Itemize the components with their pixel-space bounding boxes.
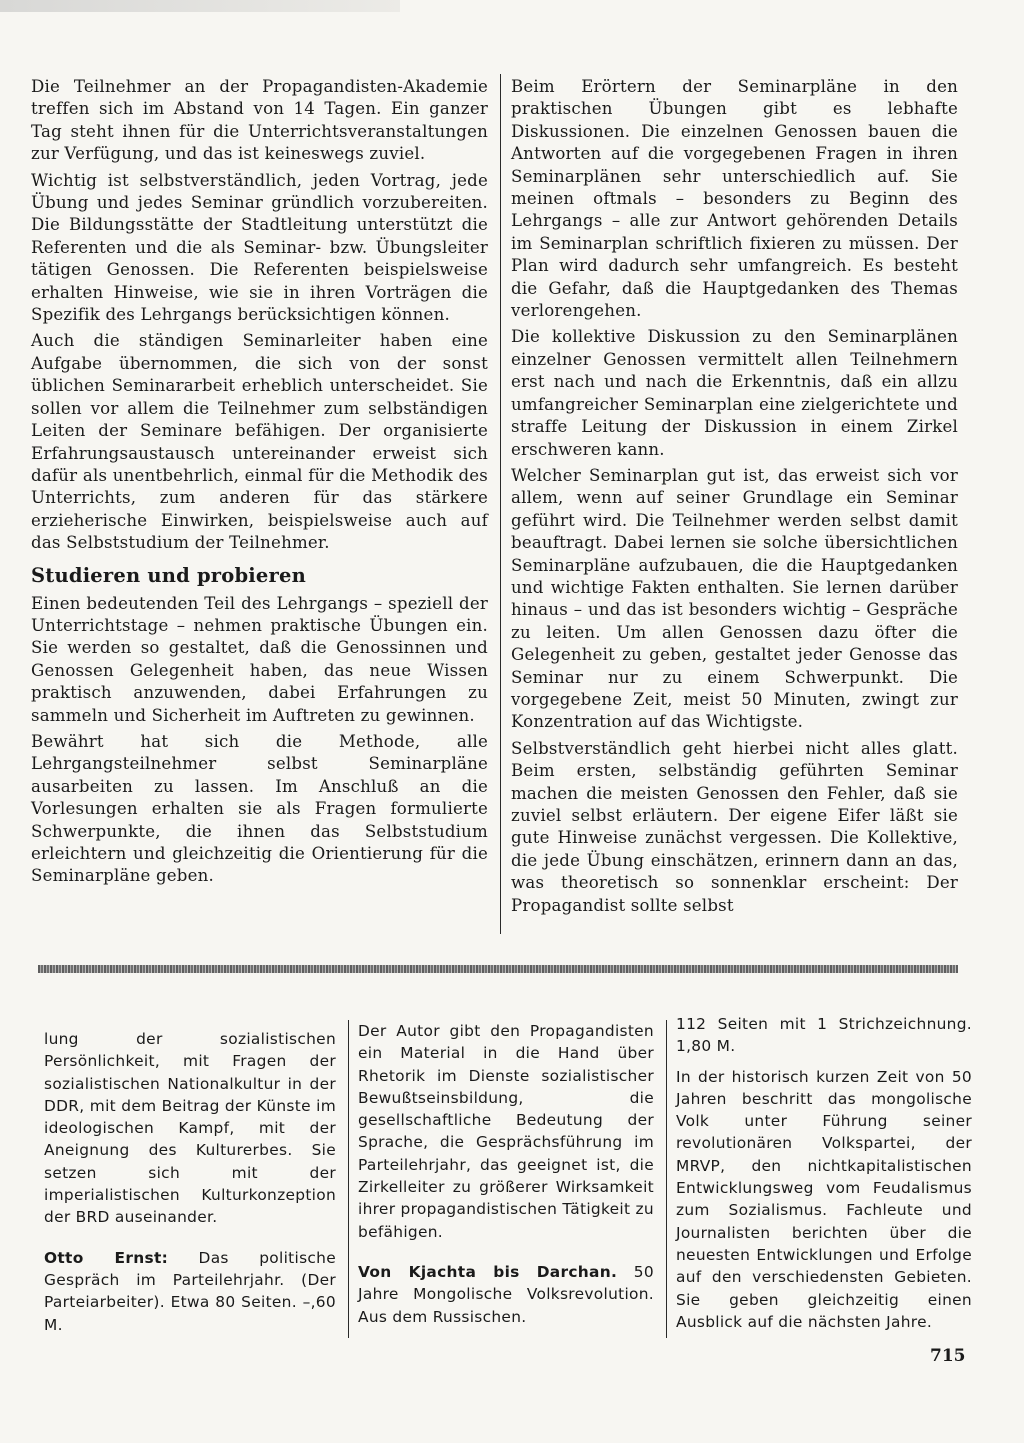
spacer bbox=[676, 1058, 972, 1066]
paragraph: Wichtig ist selbstverständlich, jeden Vortrag, jede Übung und jedes Seminar gründlich vorzubereiten. Die Bildungsstätte der Stadtleitung unterstützt die Referenten und die als Seminar- bzw. Übungsleiter tätigen Genossen. Die Referenten beispielsweise erhalten Hinweise, wie sie in ihren Vorträgen die Spezifik des Lehrgangs berücksichtigen können. bbox=[31, 170, 488, 325]
book-details: Das politische Gespräch im Parteilehrjahr. (Der Parteiarbeiter). Etwa 80 Seiten. –,60 M. bbox=[44, 1248, 336, 1334]
upper-left-column bbox=[31, 76, 488, 892]
upper-right-column bbox=[511, 76, 958, 921]
paragraph: Beim Erörtern der Seminarpläne in den praktischen Übungen gibt es lebhafte Diskussionen. Die einzelnen Genossen bauen die Antworten auf die vorgegebenen Fragen in ihren Seminarplänen sehr unterschiedlich auf. Sie meinen oftmals – besonders zu Beginn des Lehrgangs – alle zur Antwort gehörenden Details im Seminarplan schriftlich fixieren zu müssen. Der Plan wird dadurch sehr umfangreich. Es besteht die Gefahr, daß die Hauptgedanken des Themas verlorengehen. bbox=[511, 77, 958, 321]
column-divider bbox=[500, 74, 501, 934]
paragraph: Einen bedeutenden Teil des Lehrgangs – speziell der Unterrichtstage – nehmen praktische Übungen ein. Sie werden so gestaltet, daß die Genossinnen und Genossen Gelegenheit haben, das neue Wissen praktisch anzuwenden, dabei Erfahrungen zu sammeln und Sicherheit im Auftreten zu gewinnen. bbox=[31, 593, 488, 725]
lower-column-1 bbox=[44, 1028, 336, 1336]
paragraph: Bewährt hat sich die Methode, alle Lehrgangsteilnehmer selbst Seminarpläne ausarbeiten zu lassen. Im Anschluß an die Vorlesungen erhalten sie als Fragen formulierte Schwerpunkte, die ihnen das Selbststudium erleichtern und gleichzeitig die Orientierung für die Seminarpläne geben. bbox=[31, 731, 488, 886]
column-divider bbox=[348, 1020, 349, 1338]
paragraph: Die Teilnehmer an der Propagandisten-Akademie treffen sich im Abstand von 14 Tagen. Ein ganzer Tag steht ihnen für die Unterrichtsveranstaltungen zur Verfügung, und das ist keineswegs zuviel. bbox=[31, 77, 488, 164]
paragraph: Die kollektive Diskussion zu den Seminarplänen einzelner Genossen vermittelt allen Teilnehmern erst nach und nach die Erkenntnis, daß ein allzu umfangreicher Seminarplan eine zielgerichtete und straffe Leitung der Diskussion in einem Zirkel erschweren kann. bbox=[511, 327, 958, 459]
column-divider bbox=[666, 1020, 667, 1338]
book-entry bbox=[358, 1261, 654, 1328]
paragraph: lung der sozialistischen Persönlichkeit, mit Fragen der sozialistischen Nationalkultur in der DDR, mit dem Beitrag der Künste im ideologischen Kampf, mit der Aneignung des Kulturerbes. Sie setzen sich mit der imperialistischen Kulturkonzeption der BRD auseinander. bbox=[44, 1030, 336, 1227]
lower-column-2 bbox=[358, 1020, 654, 1328]
paragraph: Welcher Seminarplan gut ist, das erweist sich vor allem, wenn auf seiner Grundlage ein Seminar geführt wird. Die Teilnehmer werden selbst damit beauftragt. Dabei lernen sie solche übersichtlichen Seminarpläne aufzubauen, die die Hauptgedanken und wichtige Fakten enthalten. Sie lernen darüber hinaus – und das ist besonders wichtig – Gespräche zu leiten. Um allen Genossen dazu öfter die Gelegenheit zu geben, gestaltet jeder Genosse das Seminar nur zu einem Schwerpunkt. Die vorgegebene Zeit, meist 50 Minuten, zwingt zur Konzentration auf das Wichtigste. bbox=[511, 465, 958, 732]
paragraph: Der Autor gibt den Propagandisten ein Material in die Hand über Rhetorik im Dienste sozialistischer Bewußtseinsbildung, die gesellschaftliche Bedeutung der Sprache, die Gesprächsführung im Parteilehrjahr, das geeignet ist, die Zirkelleiter zu größerer Wirksamkeit ihrer propagandistischen Tätigkeit zu befähigen. bbox=[358, 1022, 654, 1241]
book-title: Von Kjachta bis Darchan. bbox=[358, 1262, 618, 1281]
book-entry bbox=[44, 1247, 336, 1336]
scan-edge bbox=[0, 0, 400, 12]
paragraph: In der historisch kurzen Zeit von 50 Jahren beschritt das mongolische Volk unter Führung seiner revolutionären Volkspartei, der MRVP, den nichtkapitalistischen Entwicklungsweg vom Feudalismus zum Sozialismus. Fachleute und Journalisten berichten über die neuesten Entwicklungen und Erfolge auf den verschiedensten Gebieten. Sie geben gleichzeitig einen Ausblick auf die nächsten Jahre. bbox=[676, 1067, 972, 1331]
page-number: 715 bbox=[930, 1346, 966, 1366]
book-author: Otto Ernst: bbox=[44, 1248, 169, 1267]
spacer bbox=[358, 1243, 654, 1261]
book-details: 50 Jahre Mongolische Volksrevolution. Aus dem Russischen. bbox=[358, 1262, 654, 1326]
paragraph: Selbstverständlich geht hierbei nicht alles glatt. Beim ersten, selbständig geführten Seminar machen die meisten Genossen den Fehler, daß sie zuviel selbst erläutern. Der eigene Eifer läßt sie gute Hinweise zunächst vergessen. Die Kollektive, die jede Übung einschätzen, erinnern dann an das, was theoretisch so sonnenklar erscheint: Der Propagandist sollte selbst bbox=[511, 738, 958, 915]
section-heading: Studieren und probieren bbox=[31, 563, 306, 587]
spacer bbox=[44, 1229, 336, 1247]
paragraph: 112 Seiten mit 1 Strichzeichnung. 1,80 M. bbox=[676, 1015, 972, 1056]
lower-column-3 bbox=[676, 1013, 972, 1333]
paragraph: Auch die ständigen Seminarleiter haben eine Aufgabe übernommen, die sich von der sonst üblichen Seminararbeit erheblich unterscheidet. Sie sollen vor allem die Teilnehmer zum selbständigen Leiten der Seminare befähigen. Der organisierte Erfahrungsaustausch untereinander erweist sich dafür als unentbehrlich, einmal für die Methodik des Unterrichts, zum anderen für das stärkere erzieherische Einwirken, beispielsweise auch auf das Selbststudium der Teilnehmer. bbox=[31, 331, 488, 553]
section-divider bbox=[38, 965, 958, 973]
